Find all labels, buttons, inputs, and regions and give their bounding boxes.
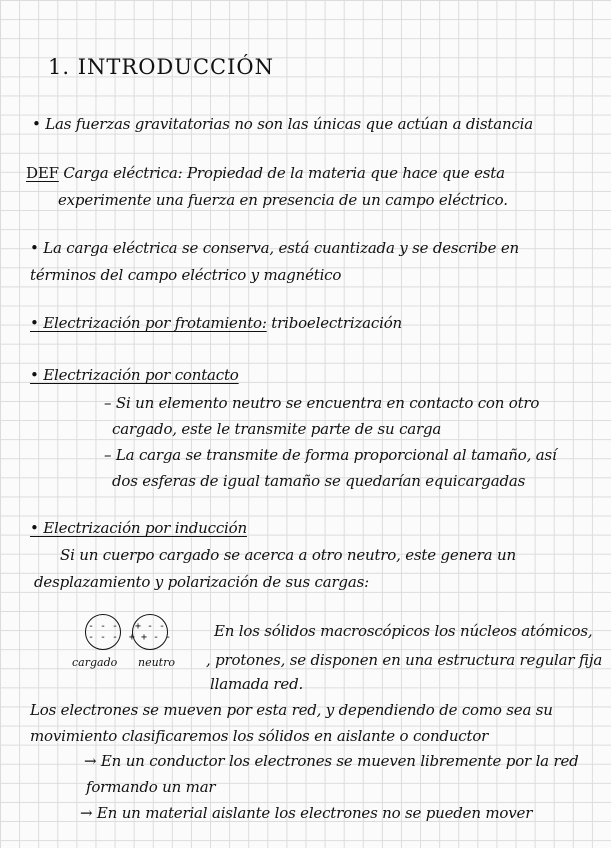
contact-heading: • Electrización por contacto (30, 366, 239, 384)
page-title: 1. INTRODUCCIÓN (48, 55, 274, 79)
induction-text-2: movimiento clasificaremos los sólidos en aislante o conductor (30, 727, 489, 745)
contact-item-4: dos esferas de igual tamaño se quedarían equicargadas (112, 472, 526, 490)
contact-item-3: – La carga se transmite de forma proporcional al tamaño, así (104, 446, 557, 464)
note-line-2: , protones, se disponen en una estructura regular fija (206, 651, 603, 669)
induction-text-4: formando un mar (86, 778, 216, 796)
friction-line (30, 314, 402, 332)
neutral-label: neutro (138, 656, 175, 669)
definition-label: DEF (26, 164, 59, 182)
definition-term: Carga eléctrica: (63, 164, 183, 182)
note-line-3: llamada red. (210, 675, 304, 693)
conservation-line-2: términos del campo eléctrico y magnético (30, 266, 342, 284)
charged-body-circle: - - - - - - (85, 614, 121, 650)
friction-heading: • Electrización por frotamiento: (30, 314, 267, 332)
induction-text-1: Los electrones se mueven por esta red, y dependiendo de como sea su (30, 701, 553, 719)
induction-line-1: Si un cuerpo cargado se acerca a otro neutro, este genera un (60, 546, 516, 564)
definition-line-2: experimente una fuerza en presencia de un campo eléctrico. (58, 191, 508, 209)
induction-heading: • Electrización por inducción (30, 519, 247, 537)
contact-item-2: cargado, este le transmite parte de su carga (112, 420, 442, 438)
charged-label: cargado (72, 656, 118, 669)
induction-text-3: → En un conductor los electrones se mueven libremente por la red (84, 752, 579, 770)
definition-text-1: Propiedad de la materia que hace que esta (187, 164, 505, 182)
induction-line-2: desplazamiento y polarización de sus cargas: (34, 573, 369, 591)
note-line-1: En los sólidos macroscópicos los núcleos atómicos, (214, 622, 593, 640)
definition-line-1 (26, 164, 505, 182)
intro-line: • Las fuerzas gravitatorias no son las únicas que actúan a distancia (32, 115, 533, 133)
induction-text-5: → En un material aislante los electrones no se pueden mover (80, 804, 533, 822)
contact-item-1: – Si un elemento neutro se encuentra en contacto con otro (104, 394, 540, 412)
conservation-line-1: • La carga eléctrica se conserva, está cuantizada y se describe en (30, 239, 519, 257)
neutral-body-circle: + - - + + - - (132, 614, 168, 650)
friction-rest: triboelectrización (271, 314, 403, 332)
